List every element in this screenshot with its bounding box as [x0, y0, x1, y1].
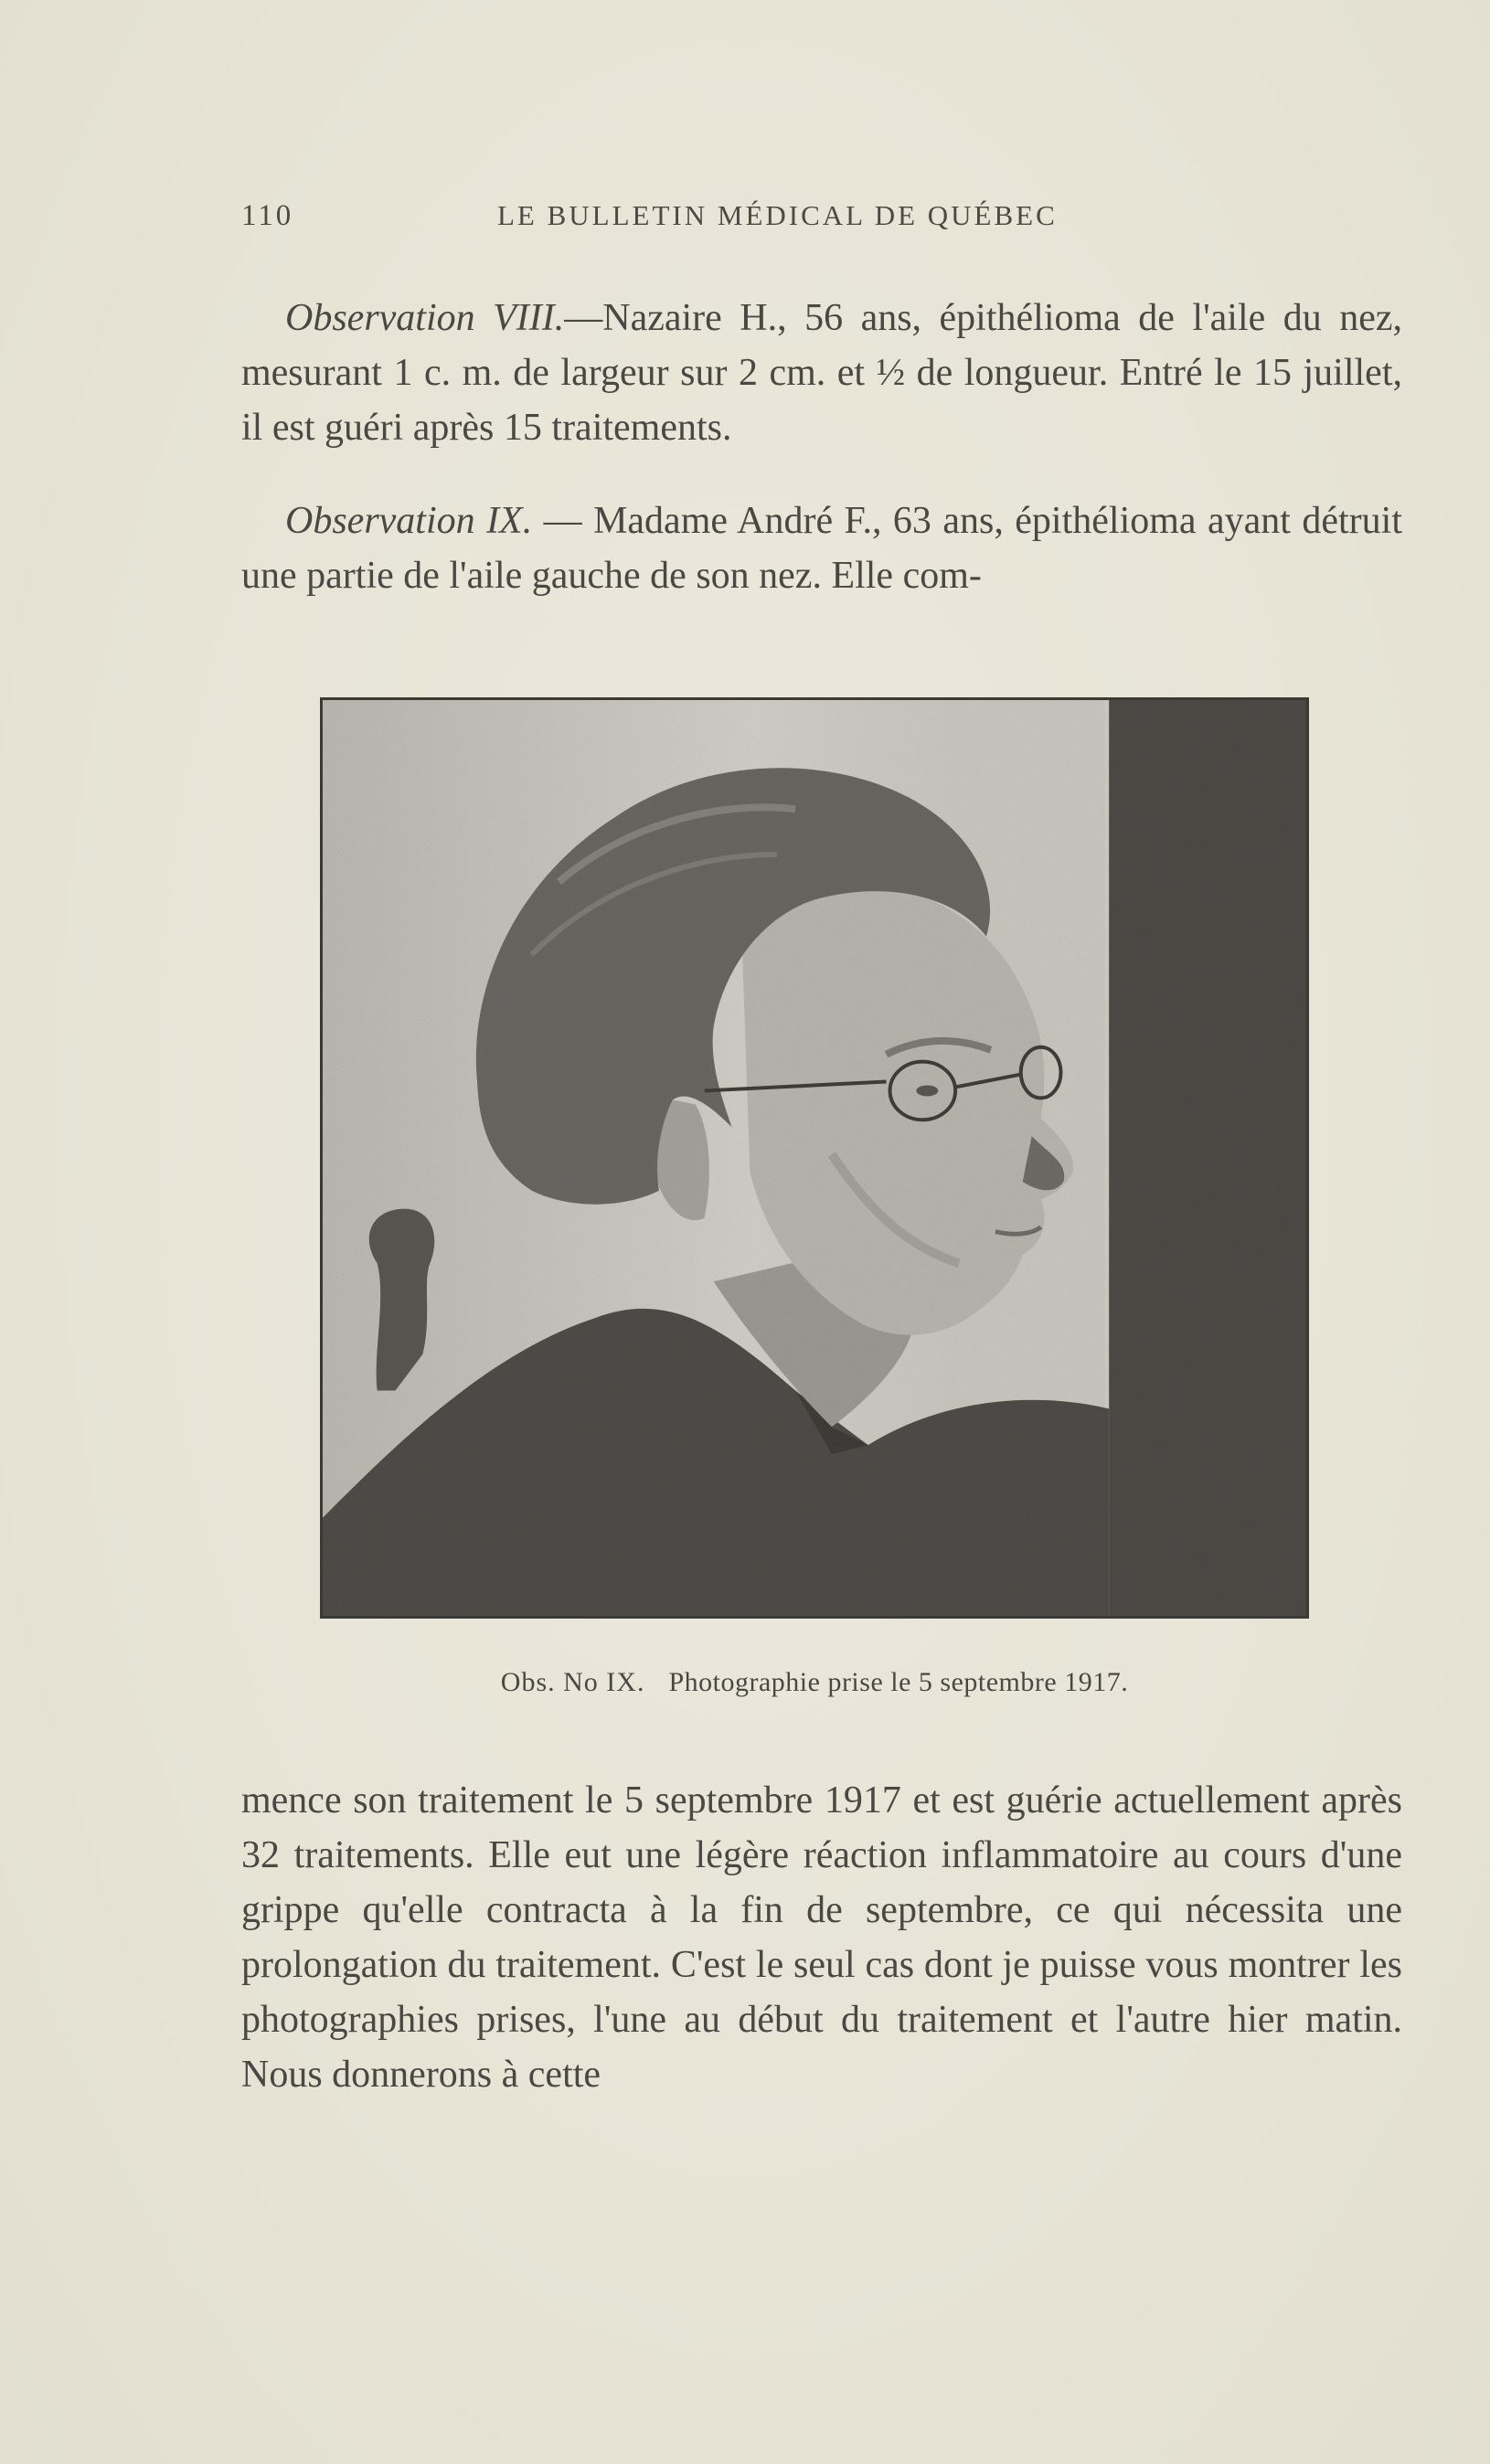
continuation-paragraph: mence son traitement le 5 septembre 1917 et est guérie actuellement après 32 traitements. Elle eut une légère réaction inflammatoire au cours d'une grippe qu'elle contracta à la fin de septembre, ce qui nécessita une prolongation du traitement. C'est le seul cas dont je puisse vous montrer les photographies prises, l'une au début du traitement et l'autre hier matin. Nous donnerons à cette [241, 1779, 1402, 2096]
observation-8-heading: Observation VIII. [285, 297, 565, 339]
portrait-image [323, 700, 1306, 1616]
observation-8-text: —Nazaire H., 56 ans, épithélioma de l'aile du nez, mesurant 1 c. m. de largeur sur 2 cm. et ½ de longueur. Entré le 15 juillet, il est guéri après 15 traitements. [241, 297, 1403, 449]
caption-text: Photographie prise le 5 septembre 1917. [668, 1667, 1129, 1697]
caption-label: Obs. No IX. [500, 1667, 645, 1697]
observation-9-text: — Madame André F., 63 ans, épithélioma ayant détruit une partie de l'aile gauche de son nez. Elle com- [241, 500, 1402, 597]
figure-caption [320, 1667, 1309, 1698]
photo-dark-doorway [1109, 700, 1306, 1616]
observation-9-heading: Observation IX. [285, 500, 533, 542]
page-number: 110 [241, 199, 294, 232]
journal-title: LE BULLETIN MÉDICAL DE QUÉBEC [497, 199, 1058, 231]
observation-8-paragraph [241, 291, 1402, 455]
running-head [241, 199, 1247, 245]
observation-9-paragraph [241, 494, 1402, 603]
portrait-photograph [320, 697, 1309, 1619]
